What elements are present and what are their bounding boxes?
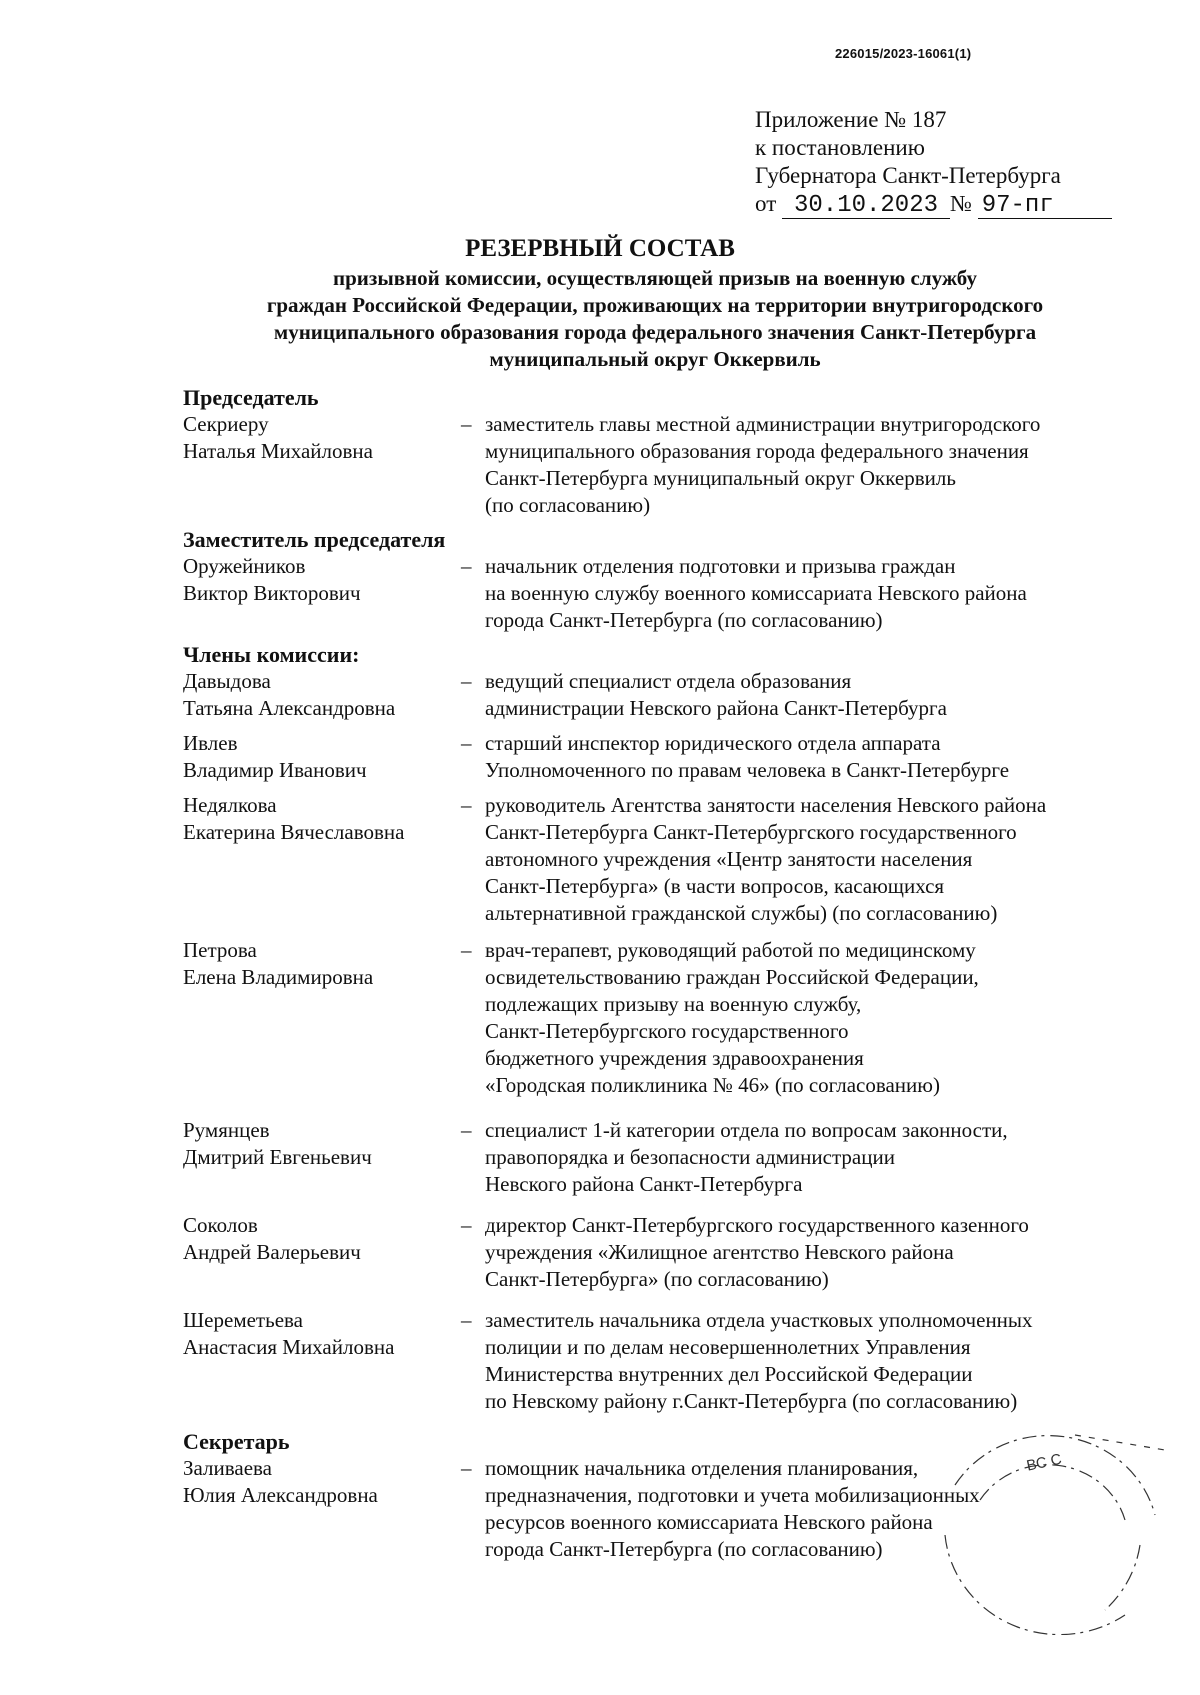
commission-roster bbox=[183, 385, 1143, 1563]
member-given-names: Владимир Иванович bbox=[183, 758, 367, 782]
member-entry bbox=[183, 1117, 1143, 1198]
position-line: «Городская поликлиника № 46» (по согласованию) bbox=[485, 1073, 940, 1097]
member-position bbox=[485, 937, 1145, 1099]
position-line: Уполномоченного по правам человека в Санкт-Петербурге bbox=[485, 758, 1010, 782]
member-surname: Оружейников bbox=[183, 554, 306, 578]
member-position bbox=[485, 730, 1145, 784]
member-name bbox=[183, 668, 461, 722]
member-given-names: Юлия Александровна bbox=[183, 1483, 378, 1507]
dash-separator: – bbox=[461, 669, 472, 693]
date-prefix: от bbox=[755, 191, 777, 216]
position-line: правопорядка и безопасности администрации bbox=[485, 1145, 895, 1169]
member-position bbox=[485, 668, 1145, 722]
subtitle-line: муниципального образования города федерального значения Санкт-Петербурга bbox=[273, 320, 1037, 344]
position-line: специалист 1-й категории отдела по вопросам законности, bbox=[485, 1118, 1008, 1142]
position-line: учреждения «Жилищное агентство Невского района bbox=[485, 1240, 954, 1264]
dash-separator: – bbox=[461, 412, 472, 436]
document-subtitle bbox=[170, 265, 1140, 373]
member-surname: Заливаева bbox=[183, 1456, 272, 1480]
member-position bbox=[485, 1212, 1145, 1293]
roster-section-deputy bbox=[183, 527, 1143, 634]
subtitle-line: муниципальный округ Оккервиль bbox=[489, 347, 821, 371]
position-line: автономного учреждения «Центр занятости населения bbox=[485, 847, 973, 871]
position-line: Санкт-Петербурга Санкт-Петербургского государственного bbox=[485, 820, 1017, 844]
member-name bbox=[183, 1117, 461, 1198]
member-entry bbox=[183, 1212, 1143, 1293]
member-surname: Недялкова bbox=[183, 793, 277, 817]
roster-section-members-section bbox=[183, 642, 1143, 1415]
member-given-names: Татьяна Александровна bbox=[183, 696, 396, 720]
position-line: Невского района Санкт-Петербурга bbox=[485, 1172, 803, 1196]
dash-separator: – bbox=[461, 1308, 472, 1332]
section-heading: Члены комиссии: bbox=[183, 642, 360, 667]
member-entry bbox=[183, 411, 1143, 519]
member-surname: Петрова bbox=[183, 938, 257, 962]
position-line: ведущий специалист отдела образования bbox=[485, 669, 852, 693]
member-given-names: Елена Владимировна bbox=[183, 965, 374, 989]
appendix-line-1: Приложение № 187 bbox=[755, 107, 947, 132]
member-entry bbox=[183, 792, 1143, 927]
member-name bbox=[183, 937, 461, 1099]
member-name bbox=[183, 730, 461, 784]
member-name bbox=[183, 792, 461, 927]
dash-separator: – bbox=[461, 1213, 472, 1237]
section-heading: Секретарь bbox=[183, 1429, 290, 1454]
dash-separator: – bbox=[461, 554, 472, 578]
official-stamp bbox=[925, 1405, 1175, 1635]
document-title: РЕЗЕРВНЫЙ СОСТАВ bbox=[465, 235, 735, 262]
member-position bbox=[485, 411, 1145, 519]
position-line: заместитель главы местной администрации внутригородского bbox=[485, 412, 1041, 436]
dash-separator: – bbox=[461, 1456, 472, 1480]
member-given-names: Екатерина Вячеславовна bbox=[183, 820, 405, 844]
position-line: города Санкт-Петербурга (по согласованию) bbox=[485, 1537, 883, 1561]
stamp-text: ВС С bbox=[1025, 1450, 1064, 1475]
decree-number: 97-пг bbox=[978, 194, 1112, 219]
position-line: директор Санкт-Петербургского государственного казенного bbox=[485, 1213, 1029, 1237]
section-heading: Председатель bbox=[183, 385, 319, 410]
subtitle-line: граждан Российской Федерации, проживающих на территории внутригородского bbox=[266, 293, 1044, 317]
member-surname: Соколов bbox=[183, 1213, 258, 1237]
dash-separator: – bbox=[461, 1118, 472, 1142]
position-line: начальник отделения подготовки и призыва граждан bbox=[485, 554, 956, 578]
member-name bbox=[183, 411, 461, 519]
position-line: старший инспектор юридического отдела аппарата bbox=[485, 731, 941, 755]
position-line: врач-терапевт, руководящий работой по медицинскому bbox=[485, 938, 976, 962]
appendix-date-line bbox=[755, 190, 1112, 219]
position-line: города Санкт-Петербурга (по согласованию) bbox=[485, 608, 883, 632]
member-name bbox=[183, 1307, 461, 1415]
member-entry bbox=[183, 668, 1143, 722]
member-given-names: Андрей Валерьевич bbox=[183, 1240, 361, 1264]
position-line: Санкт-Петербурга» (в части вопросов, касающихся bbox=[485, 874, 945, 898]
member-given-names: Дмитрий Евгеньевич bbox=[183, 1145, 372, 1169]
member-surname: Шереметьева bbox=[183, 1308, 303, 1332]
position-line: альтернативной гражданской службы) (по согласованию) bbox=[485, 901, 998, 925]
member-surname: Секриеру bbox=[183, 412, 269, 436]
member-surname: Румянцев bbox=[183, 1118, 270, 1142]
position-line: Министерства внутренних дел Российской Федерации bbox=[485, 1362, 973, 1386]
appendix-block bbox=[755, 106, 1112, 219]
position-line: администрации Невского района Санкт-Петербурга bbox=[485, 696, 947, 720]
member-entry bbox=[183, 1307, 1143, 1415]
position-line: заместитель начальника отдела участковых уполномоченных bbox=[485, 1308, 1033, 1332]
member-surname: Давыдова bbox=[183, 669, 271, 693]
position-line: освидетельствованию граждан Российской Федерации, bbox=[485, 965, 979, 989]
position-line: муниципального образования города федерального значения bbox=[485, 439, 1029, 463]
number-prefix: № bbox=[950, 191, 972, 216]
position-line: по Невскому району г.Санкт-Петербурга (по согласованию) bbox=[485, 1389, 1018, 1413]
dash-separator: – bbox=[461, 793, 472, 817]
position-line: ресурсов военного комиссариата Невского района bbox=[485, 1510, 933, 1534]
position-line: Санкт-Петербурга муниципальный округ Оккервиль bbox=[485, 466, 956, 490]
position-line: предназначения, подготовки и учета мобилизационных bbox=[485, 1483, 980, 1507]
subtitle-line: призывной комиссии, осуществляющей призыв на военную службу bbox=[333, 266, 977, 290]
position-line: помощник начальника отделения планирования, bbox=[485, 1456, 919, 1480]
member-position bbox=[485, 792, 1145, 927]
member-position bbox=[485, 553, 1145, 634]
member-given-names: Анастасия Михайловна bbox=[183, 1335, 395, 1359]
member-name bbox=[183, 1455, 461, 1563]
member-surname: Ивлев bbox=[183, 731, 238, 755]
member-position bbox=[485, 1117, 1145, 1198]
registration-number: 226015/2023-16061(1) bbox=[835, 46, 972, 61]
roster-section-chairman bbox=[183, 385, 1143, 519]
position-line: Санкт-Петербургского государственного bbox=[485, 1019, 849, 1043]
position-line: бюджетного учреждения здравоохранения bbox=[485, 1046, 864, 1070]
member-entry bbox=[183, 937, 1143, 1099]
member-given-names: Наталья Михайловна bbox=[183, 439, 373, 463]
dash-separator: – bbox=[461, 731, 472, 755]
dash-separator: – bbox=[461, 938, 472, 962]
member-position bbox=[485, 1307, 1145, 1415]
position-line: на военную службу военного комиссариата Невского района bbox=[485, 581, 1027, 605]
position-line: полиции и по делам несовершеннолетних Управления bbox=[485, 1335, 971, 1359]
member-name bbox=[183, 553, 461, 634]
position-line: (по согласованию) bbox=[485, 493, 651, 517]
section-heading: Заместитель председателя bbox=[183, 527, 446, 552]
member-entry bbox=[183, 730, 1143, 784]
member-entry bbox=[183, 553, 1143, 634]
position-line: Санкт-Петербурга» (по согласованию) bbox=[485, 1267, 829, 1291]
decree-date: 30.10.2023 bbox=[782, 194, 950, 219]
position-line: подлежащих призыву на военную службу, bbox=[485, 992, 862, 1016]
appendix-line-3: Губернатора Санкт-Петербурга bbox=[755, 163, 1061, 188]
member-name bbox=[183, 1212, 461, 1293]
member-given-names: Виктор Викторович bbox=[183, 581, 361, 605]
position-line: руководитель Агентства занятости населения Невского района bbox=[485, 793, 1047, 817]
appendix-line-2: к постановлению bbox=[755, 135, 925, 160]
